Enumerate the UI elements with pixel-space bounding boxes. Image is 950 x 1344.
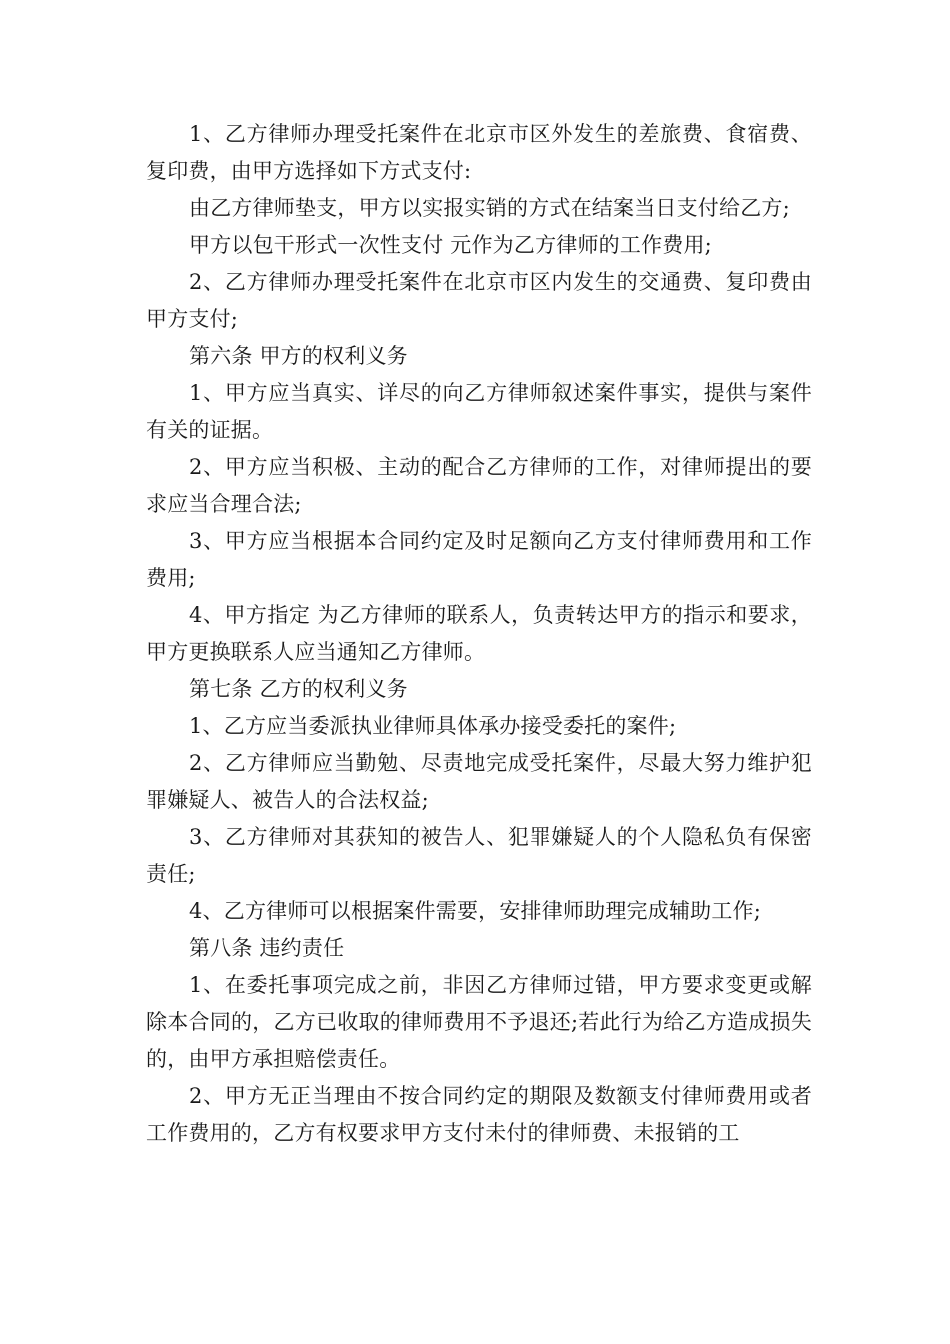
paragraph-article-8-item-2: 2、甲方无正当理由不按合同约定的期限及数额支付律师费用或者工作费用的，乙方有权要求甲方支付未付的律师费、未报销的工 xyxy=(146,1084,812,1145)
document-body xyxy=(146,116,812,1152)
paragraph-article-7-item-2: 2、乙方律师应当勤勉、尽责地完成受托案件，尽最大努力维护犯罪嫌疑人、被告人的合法权益; xyxy=(146,751,812,812)
paragraph-article-6-item-1: 1、甲方应当真实、详尽的向乙方律师叙述案件事实，提供与案件有关的证据。 xyxy=(146,381,812,442)
paragraph-article-6-item-2: 2、甲方应当积极、主动的配合乙方律师的工作，对律师提出的要求应当合理合法; xyxy=(146,455,812,516)
paragraph-article-7-item-3: 3、乙方律师对其获知的被告人、犯罪嫌疑人的个人隐私负有保密责任; xyxy=(146,825,812,886)
paragraph-local-expenses: 2、乙方律师办理受托案件在北京市区内发生的交通费、复印费由甲方支付; xyxy=(146,270,812,331)
paragraph-advance-payment-option: 由乙方律师垫支，甲方以实报实销的方式在结案当日支付给乙方; xyxy=(189,196,790,220)
paragraph-article-6-item-4: 4、甲方指定 为乙方律师的联系人，负责转达甲方的指示和要求，甲方更换联系人应当通知乙方律师。 xyxy=(146,603,812,664)
paragraph-article-8-item-1: 1、在委托事项完成之前，非因乙方律师过错，甲方要求变更或解除本合同的，乙方已收取的律师费用不予退还;若此行为给乙方造成损失的，由甲方承担赔偿责任。 xyxy=(146,973,812,1071)
paragraph-travel-expenses: 1、乙方律师办理受托案件在北京市区外发生的差旅费、食宿费、复印费，由甲方选择如下方式支付: xyxy=(146,122,812,183)
paragraph-lump-sum-option: 甲方以包干形式一次性支付 元作为乙方律师的工作费用; xyxy=(189,233,712,257)
paragraph-article-7-item-4: 4、乙方律师可以根据案件需要，安排律师助理完成辅助工作; xyxy=(189,899,762,923)
paragraph-article-7-item-1: 1、乙方应当委派执业律师具体承办接受委托的案件; xyxy=(189,714,677,738)
section-heading-article-7: 第七条 乙方的权利义务 xyxy=(189,677,408,701)
section-heading-article-8: 第八条 违约责任 xyxy=(189,936,345,960)
paragraph-article-6-item-3: 3、甲方应当根据本合同约定及时足额向乙方支付律师费用和工作费用; xyxy=(146,529,812,590)
section-heading-article-6: 第六条 甲方的权利义务 xyxy=(189,344,408,368)
